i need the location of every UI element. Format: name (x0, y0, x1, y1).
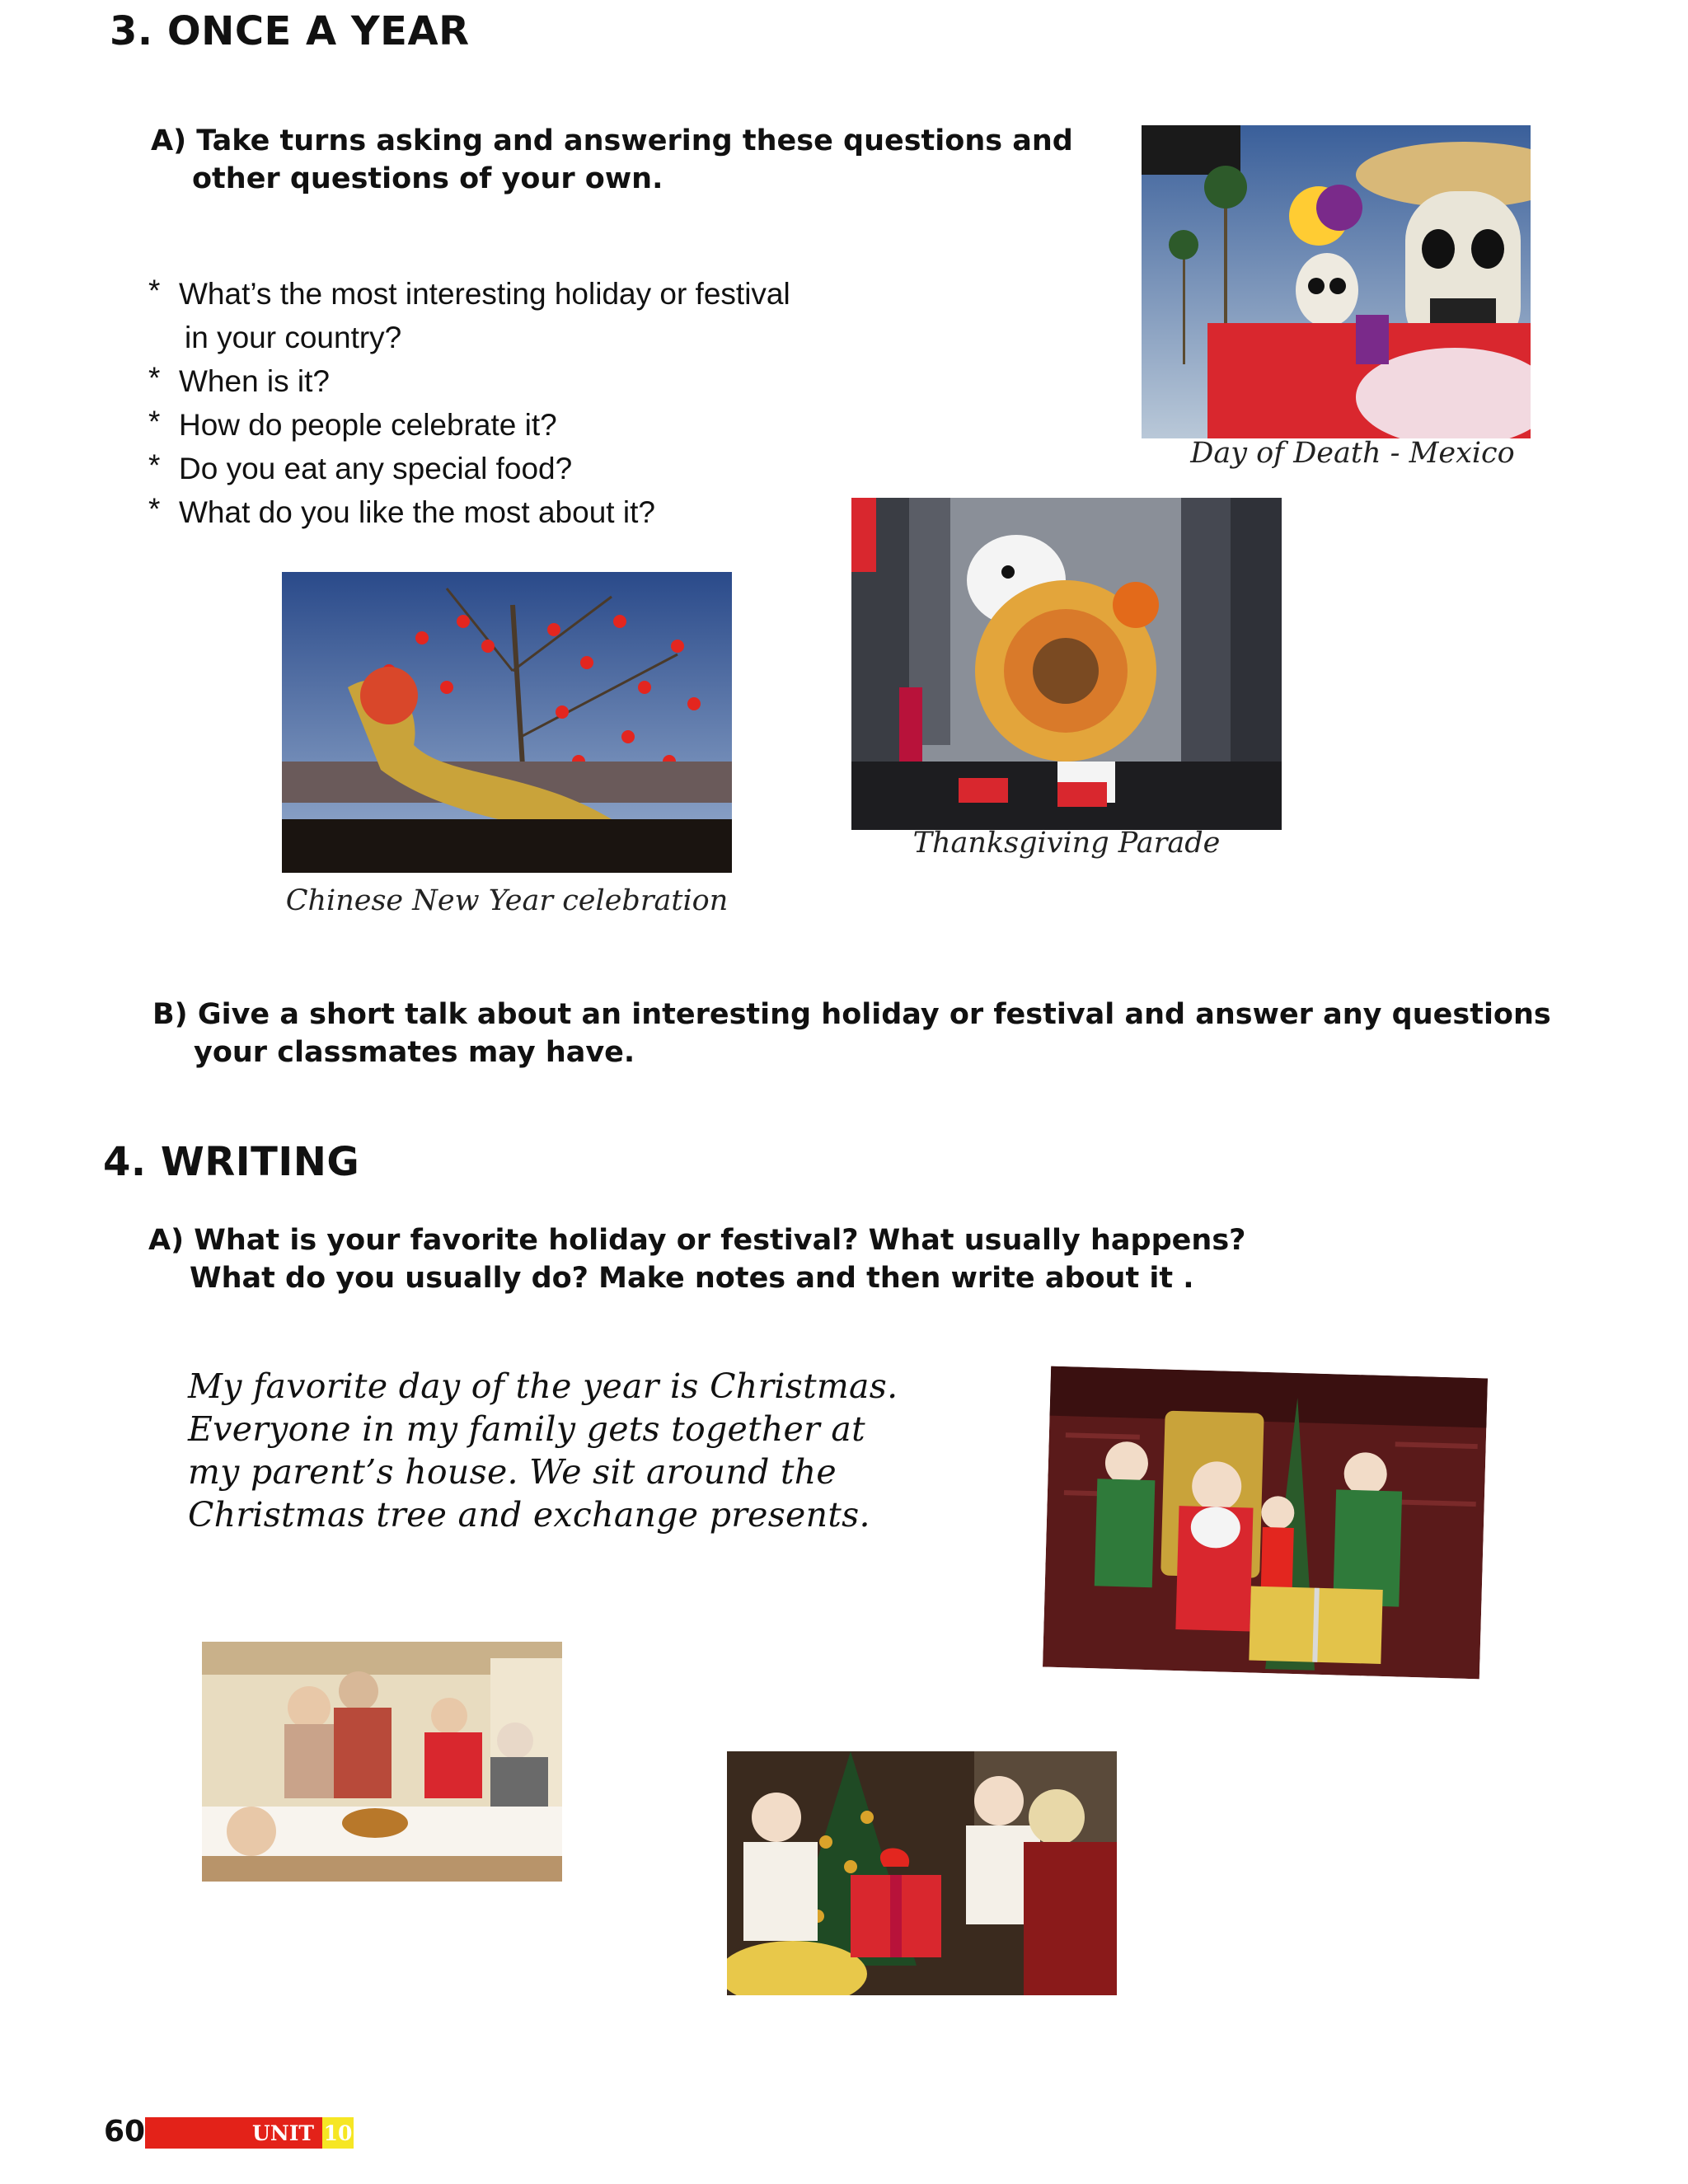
sample-paragraph: My favorite day of the year is Christmas. Everyone in my family gets together at my parent’s house. We sit around the Christmas tree and exchange presents. (188, 1366, 898, 1535)
instruction-text-line1: Give a short talk about an interesting holiday or festival and answer any questions (197, 998, 1551, 1031)
christmas-gift-photo (727, 1751, 1117, 1995)
caption-thanksgiving: Thanksgiving Parade (912, 827, 1221, 860)
instruction-text-line2: your classmates may have. (194, 1036, 635, 1069)
unit-number: 10 (322, 2117, 354, 2149)
list-item: * What’s the most interesting holiday or festival in your country? (148, 272, 890, 359)
caption-day-of-death: Day of Death - Mexico (1190, 437, 1515, 470)
thanksgiving-parade-photo (851, 498, 1282, 830)
caption-chinese-new-year: Chinese New Year celebration (285, 884, 729, 917)
instruction-label: B) (152, 998, 188, 1031)
instruction-text-line2: other questions of your own. (192, 162, 663, 195)
instruction-label: A) (148, 1224, 185, 1257)
list-item: * Do you eat any special food? (148, 447, 890, 490)
santa-photo (1043, 1366, 1488, 1680)
unit-bar (145, 2117, 354, 2149)
family-dinner-photo (202, 1642, 562, 1882)
chinese-new-year-photo (282, 572, 732, 873)
instruction-text-line1: What is your favorite holiday or festival? What usually happens? (194, 1224, 1246, 1257)
section-heading-writing: 4. WRITING (103, 1139, 360, 1185)
page-number: 60 (104, 2115, 146, 2149)
day-of-death-photo (1142, 125, 1531, 438)
instruction-4a (148, 1221, 1302, 1297)
instruction-text-line2: What do you usually do? Make notes and then write about it . (190, 1262, 1194, 1295)
bullet-star: * (148, 361, 161, 395)
unit-label: UNIT (145, 2117, 322, 2149)
list-item: * What do you like the most about it? (148, 490, 890, 534)
instruction-text-line1: Take turns asking and answering these questions and (196, 124, 1073, 157)
list-item: * How do people celebrate it? (148, 403, 890, 447)
list-item: * When is it? (148, 359, 890, 403)
instruction-label: A) (151, 124, 187, 157)
bullet-star: * (148, 448, 161, 482)
section-heading-once-a-year: 3. ONCE A YEAR (110, 8, 470, 54)
bullet-star: * (148, 405, 161, 438)
instruction-3b (152, 996, 1554, 1071)
bullet-star: * (148, 492, 161, 526)
bullet-star: * (148, 274, 161, 307)
question-list (148, 272, 890, 534)
instruction-3a (151, 122, 1099, 198)
